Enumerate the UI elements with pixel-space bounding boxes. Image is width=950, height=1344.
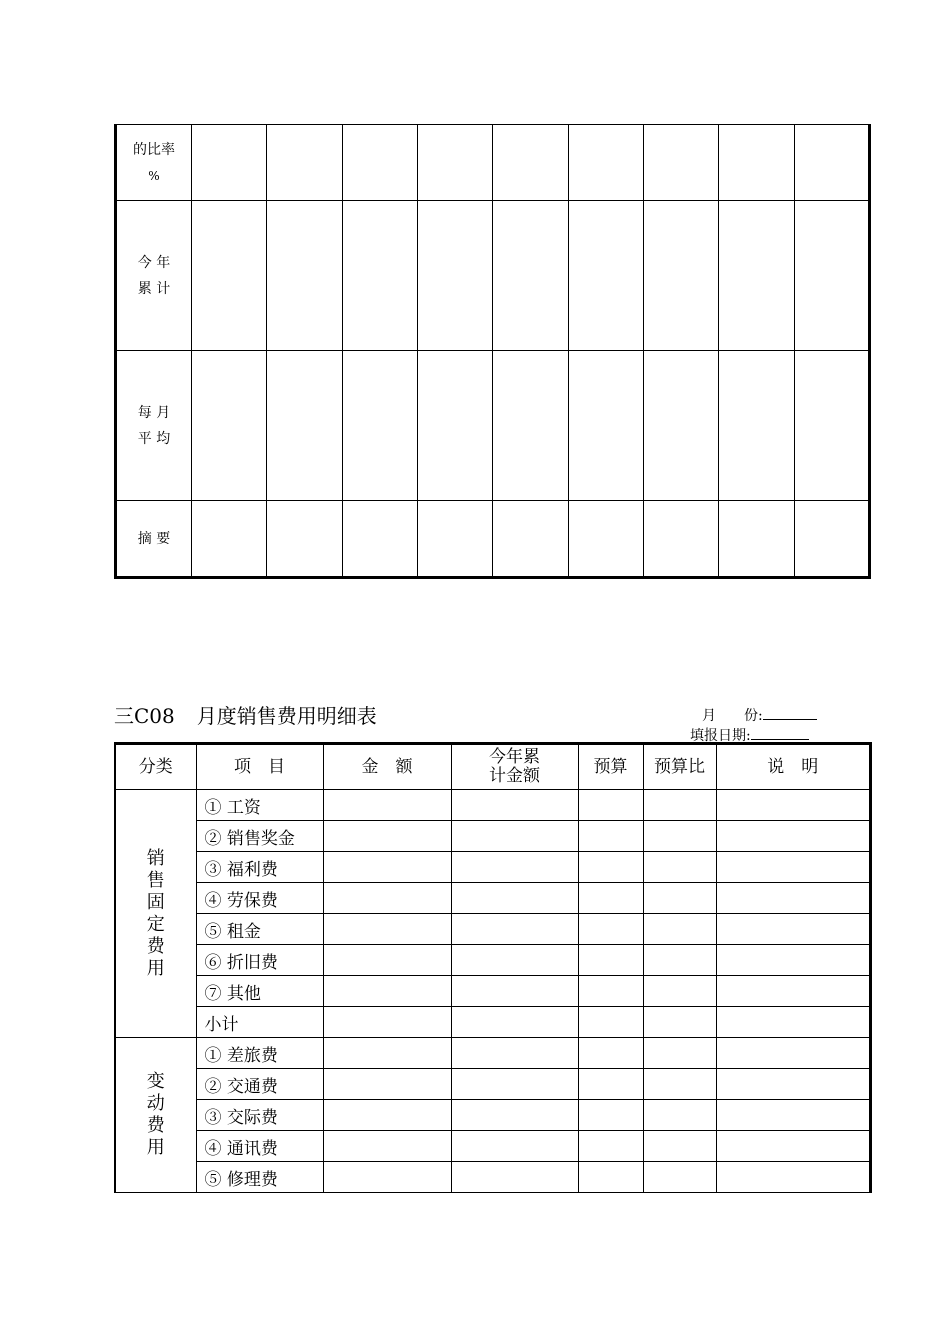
empty-cell[interactable]: [493, 351, 568, 501]
row-label-summary: [116, 501, 192, 578]
table-row: [115, 1100, 871, 1131]
row-label-line: 累 计: [137, 280, 171, 297]
row-label-line: 平 均: [137, 430, 171, 447]
amount-cell[interactable]: [323, 1100, 451, 1131]
form-code: 三C08: [114, 704, 175, 728]
amount-cell[interactable]: [323, 1162, 451, 1193]
month-row: [690, 705, 817, 725]
budget-ratio-cell[interactable]: [643, 1131, 716, 1162]
table-row: [115, 1069, 871, 1100]
budget-ratio-cell[interactable]: [643, 945, 716, 976]
empty-cell[interactable]: [267, 125, 342, 201]
category-label: 变动费用: [146, 1071, 165, 1158]
ytd-cell[interactable]: [451, 914, 578, 945]
budget-ratio-cell[interactable]: [643, 1007, 716, 1038]
budget-ratio-cell[interactable]: [643, 821, 716, 852]
empty-cell[interactable]: [794, 351, 869, 501]
budget-cell[interactable]: [578, 852, 643, 883]
empty-cell[interactable]: [192, 351, 267, 501]
note-cell[interactable]: [716, 821, 871, 852]
empty-cell[interactable]: [643, 501, 718, 578]
note-cell[interactable]: [716, 976, 871, 1007]
budget-ratio-cell[interactable]: [643, 914, 716, 945]
empty-cell[interactable]: [794, 125, 869, 201]
table-row: [115, 945, 871, 976]
note-cell[interactable]: [716, 1069, 871, 1100]
empty-cell[interactable]: [417, 125, 492, 201]
amount-cell[interactable]: [323, 790, 451, 821]
empty-cell[interactable]: [342, 125, 417, 201]
budget-cell[interactable]: [578, 790, 643, 821]
note-cell[interactable]: [716, 790, 871, 821]
ytd-cell[interactable]: [451, 1131, 578, 1162]
ytd-cell[interactable]: [451, 790, 578, 821]
category-variable: [115, 1038, 196, 1193]
budget-ratio-cell[interactable]: [643, 1069, 716, 1100]
form-title-text: 月度销售费用明细表: [196, 704, 377, 728]
empty-cell[interactable]: [417, 351, 492, 501]
item-cell: ① 工资: [196, 790, 323, 821]
empty-cell[interactable]: [719, 125, 794, 201]
item-cell: ④ 劳保费: [196, 883, 323, 914]
row-label-line: 摘 要: [137, 530, 171, 547]
budget-cell[interactable]: [578, 883, 643, 914]
item-cell: ③ 福利费: [196, 852, 323, 883]
table-row: [115, 914, 871, 945]
empty-cell[interactable]: [719, 351, 794, 501]
amount-cell[interactable]: [323, 1007, 451, 1038]
row-label-line: 今 年: [137, 254, 171, 271]
header-ytd-line: 计金额: [489, 766, 540, 786]
empty-cell[interactable]: [493, 501, 568, 578]
empty-cell[interactable]: [568, 125, 643, 201]
table-row: [115, 852, 871, 883]
ytd-cell[interactable]: [451, 821, 578, 852]
ytd-cell[interactable]: [451, 1069, 578, 1100]
date-label: 填报日期:: [690, 728, 751, 744]
empty-cell[interactable]: [719, 501, 794, 578]
table-row: [116, 201, 870, 351]
header-budget: 预算: [578, 744, 643, 790]
ytd-cell[interactable]: [451, 1100, 578, 1131]
empty-cell[interactable]: [643, 201, 718, 351]
empty-cell[interactable]: [417, 201, 492, 351]
note-cell[interactable]: [716, 914, 871, 945]
date-field[interactable]: [751, 725, 809, 740]
amount-cell[interactable]: [323, 821, 451, 852]
header-category: 分类: [115, 744, 196, 790]
row-label-ytd: [116, 201, 192, 351]
item-cell: ② 销售奖金: [196, 821, 323, 852]
table-row: [115, 1131, 871, 1162]
form-title: [114, 700, 377, 729]
item-cell: ③ 交际费: [196, 1100, 323, 1131]
header-budget-ratio: 预算比: [643, 744, 716, 790]
expense-detail-table: [114, 742, 872, 1193]
header-amount: 金 额: [323, 744, 451, 790]
empty-cell[interactable]: [643, 351, 718, 501]
ytd-cell[interactable]: [451, 1162, 578, 1193]
empty-cell[interactable]: [342, 351, 417, 501]
row-label-ratio: [116, 125, 192, 201]
ytd-cell[interactable]: [451, 945, 578, 976]
item-cell: 小计: [196, 1007, 323, 1038]
note-cell[interactable]: [716, 1007, 871, 1038]
category-label: 销售固定费用: [146, 847, 165, 979]
table-row: [115, 883, 871, 914]
empty-cell[interactable]: [493, 201, 568, 351]
row-label-line: 每 月: [137, 404, 171, 421]
table-row: [115, 1038, 871, 1069]
table-row: [116, 125, 870, 201]
budget-ratio-cell[interactable]: [643, 852, 716, 883]
ytd-cell[interactable]: [451, 1007, 578, 1038]
note-cell[interactable]: [716, 1100, 871, 1131]
budget-ratio-cell[interactable]: [643, 976, 716, 1007]
form-meta: [690, 705, 817, 745]
empty-cell[interactable]: [794, 201, 869, 351]
item-cell: ⑤ 租金: [196, 914, 323, 945]
table-row: [116, 501, 870, 578]
note-cell[interactable]: [716, 1162, 871, 1193]
empty-cell[interactable]: [267, 201, 342, 351]
amount-cell[interactable]: [323, 883, 451, 914]
empty-cell[interactable]: [342, 201, 417, 351]
amount-cell[interactable]: [323, 914, 451, 945]
row-label-monthly-avg: [116, 351, 192, 501]
continuation-table: [114, 124, 871, 579]
amount-cell[interactable]: [323, 976, 451, 1007]
month-field[interactable]: [763, 705, 817, 720]
month-label: 月 份:: [702, 708, 763, 724]
budget-cell[interactable]: [578, 945, 643, 976]
budget-ratio-cell[interactable]: [643, 790, 716, 821]
amount-cell[interactable]: [323, 1069, 451, 1100]
table-row: [115, 1007, 871, 1038]
ytd-cell[interactable]: [451, 1038, 578, 1069]
item-cell: ④ 通讯费: [196, 1131, 323, 1162]
category-fixed: [115, 790, 196, 1038]
budget-cell[interactable]: [578, 1007, 643, 1038]
empty-cell[interactable]: [568, 351, 643, 501]
amount-cell[interactable]: [323, 1131, 451, 1162]
empty-cell[interactable]: [568, 501, 643, 578]
header-item: 项 目: [196, 744, 323, 790]
header-ytd-line: 今年累: [489, 747, 540, 767]
empty-cell[interactable]: [267, 501, 342, 578]
note-cell[interactable]: [716, 1131, 871, 1162]
ytd-cell[interactable]: [451, 852, 578, 883]
table-row: [115, 790, 871, 821]
empty-cell[interactable]: [192, 125, 267, 201]
empty-cell[interactable]: [267, 351, 342, 501]
header-row: [115, 744, 871, 790]
budget-cell[interactable]: [578, 914, 643, 945]
empty-cell[interactable]: [493, 125, 568, 201]
table-row: [115, 976, 871, 1007]
budget-ratio-cell[interactable]: [643, 1038, 716, 1069]
header-ytd: [451, 744, 578, 790]
budget-cell[interactable]: [578, 976, 643, 1007]
table-row: [115, 1162, 871, 1193]
empty-cell[interactable]: [568, 201, 643, 351]
budget-ratio-cell[interactable]: [643, 883, 716, 914]
empty-cell[interactable]: [794, 501, 869, 578]
item-cell: ⑥ 折旧费: [196, 945, 323, 976]
item-cell: ② 交通费: [196, 1069, 323, 1100]
table-row: [116, 351, 870, 501]
item-cell: ⑦ 其他: [196, 976, 323, 1007]
budget-ratio-cell[interactable]: [643, 1100, 716, 1131]
empty-cell[interactable]: [643, 125, 718, 201]
budget-cell[interactable]: [578, 1069, 643, 1100]
budget-cell[interactable]: [578, 1100, 643, 1131]
empty-cell[interactable]: [192, 501, 267, 578]
ytd-cell[interactable]: [451, 976, 578, 1007]
note-cell[interactable]: [716, 852, 871, 883]
budget-cell[interactable]: [578, 821, 643, 852]
row-label-line: %: [148, 168, 160, 183]
empty-cell[interactable]: [342, 501, 417, 578]
empty-cell[interactable]: [417, 501, 492, 578]
amount-cell[interactable]: [323, 1038, 451, 1069]
budget-cell[interactable]: [578, 1131, 643, 1162]
amount-cell[interactable]: [323, 852, 451, 883]
amount-cell[interactable]: [323, 945, 451, 976]
empty-cell[interactable]: [719, 201, 794, 351]
table-row: [115, 821, 871, 852]
item-cell: ① 差旅费: [196, 1038, 323, 1069]
budget-cell[interactable]: [578, 1162, 643, 1193]
item-cell: ⑤ 修理费: [196, 1162, 323, 1193]
budget-ratio-cell[interactable]: [643, 1162, 716, 1193]
row-label-line: 的比率: [133, 141, 175, 158]
ytd-cell[interactable]: [451, 883, 578, 914]
budget-cell[interactable]: [578, 1038, 643, 1069]
note-cell[interactable]: [716, 945, 871, 976]
header-note: 说 明: [716, 744, 871, 790]
empty-cell[interactable]: [192, 201, 267, 351]
note-cell[interactable]: [716, 1038, 871, 1069]
note-cell[interactable]: [716, 883, 871, 914]
